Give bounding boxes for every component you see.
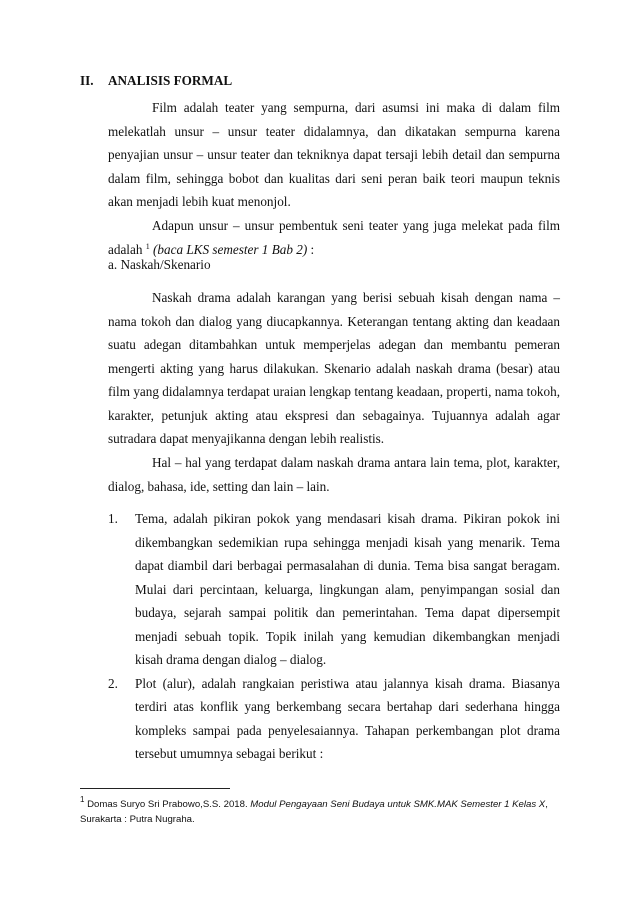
list-item-text: Plot (alur), adalah rangkaian peristiwa atau jalannya kisah drama. Biasanya terdiri atas konflik yang berkembang secara bertahap dari sederhana hingga kompleks sampai pada penyelesaiannya. Tahapan perkembangan plot drama tersebut umumnya sebagai berikut :: [135, 675, 560, 761]
subheading-naskah: a. Naskah/Skenario: [108, 257, 211, 272]
footnote-mark: 1: [80, 795, 85, 804]
list-item: [108, 672, 560, 766]
list-item-number: 1.: [108, 511, 118, 526]
intro-paragraph: Film adalah teater yang sempurna, dari asumsi ini maka di dalam film melekatlah unsur – unsur teater didalamnya, dan dikatakan sempurna karena penyajian unsur – unsur teater dan tekniknya dapat tersaji lebih detail dan sempurna dalam film, sehingga bobot dan kualitas dari seni peran baik teori maupun teknis akan menjadi lebih kuat menonjol.: [108, 100, 560, 209]
elements-colon: :: [307, 241, 315, 257]
naskah-paragraph: Naskah drama adalah karangan yang berisi sebuah kisah dengan nama – nama tokoh dan dialog yang diucapkannya. Keterangan tentang akting dan keadaan suatu adegan ditambahkan untuk memperjelas adegan dan membantu pemeran mengerti akting yang harus dilakukan. Skenario adalah naskah drama (besar) atau film yang didalamnya terdapat uraian lengkap tentang keadaan, properti, nama tokoh, karakter, petunjuk akting atau ekspresi dan sebagainya. Tujuannya adalah agar sutradara dapat menyajikanna dengan lebih realistis.: [108, 290, 560, 446]
elements-list: [108, 507, 560, 766]
footnote: [80, 797, 580, 827]
list-item: [108, 507, 560, 672]
section-number: II.: [80, 73, 94, 88]
footnote-author: Domas Suryo Sri Prabowo,S.S. 2018.: [84, 799, 251, 810]
elements-paragraph: [108, 214, 560, 261]
section-title: ANALISIS FORMAL: [108, 73, 233, 88]
footnote-publisher: , Surakarta : Putra Nugraha.: [80, 799, 548, 825]
list-item-text: Tema, adalah pikiran pokok yang mendasari kisah drama. Pikiran pokok ini dikembangkan sedemikian rupa sehingga menjadi kisah yang menarik. Tema dapat diambil dari berbagai permasalahan di dunia. Tema bisa sangat beragam. Mulai dari percintaan, keluarga, lingkungan alam, penyimpangan sosial dan budaya, sejarah sampai politik dan pemerintahan. Tema dapat dipersempit menjadi sebuah topik. Topik inilah yang kemudian dikembangkan menjadi kisah drama dengan dialog – dialog.: [135, 511, 560, 667]
footnote-book-title: Modul Pengayaan Seni Budaya untuk SMK.MAK Semester 1 Kelas X: [250, 799, 546, 810]
footnote-reference: 1: [145, 241, 150, 251]
footnote-divider: [80, 788, 230, 789]
list-item-number: 2.: [108, 675, 118, 691]
elements-text: Adapun unsur – unsur pembentuk seni teater yang juga melekat pada film adalah: [108, 218, 560, 257]
lks-reference: (baca LKS semester 1 Bab 2): [153, 241, 308, 257]
hal-paragraph: Hal – hal yang terdapat dalam naskah drama antara lain tema, plot, karakter, dialog, bahasa, ide, setting dan lain – lain.: [108, 455, 560, 494]
